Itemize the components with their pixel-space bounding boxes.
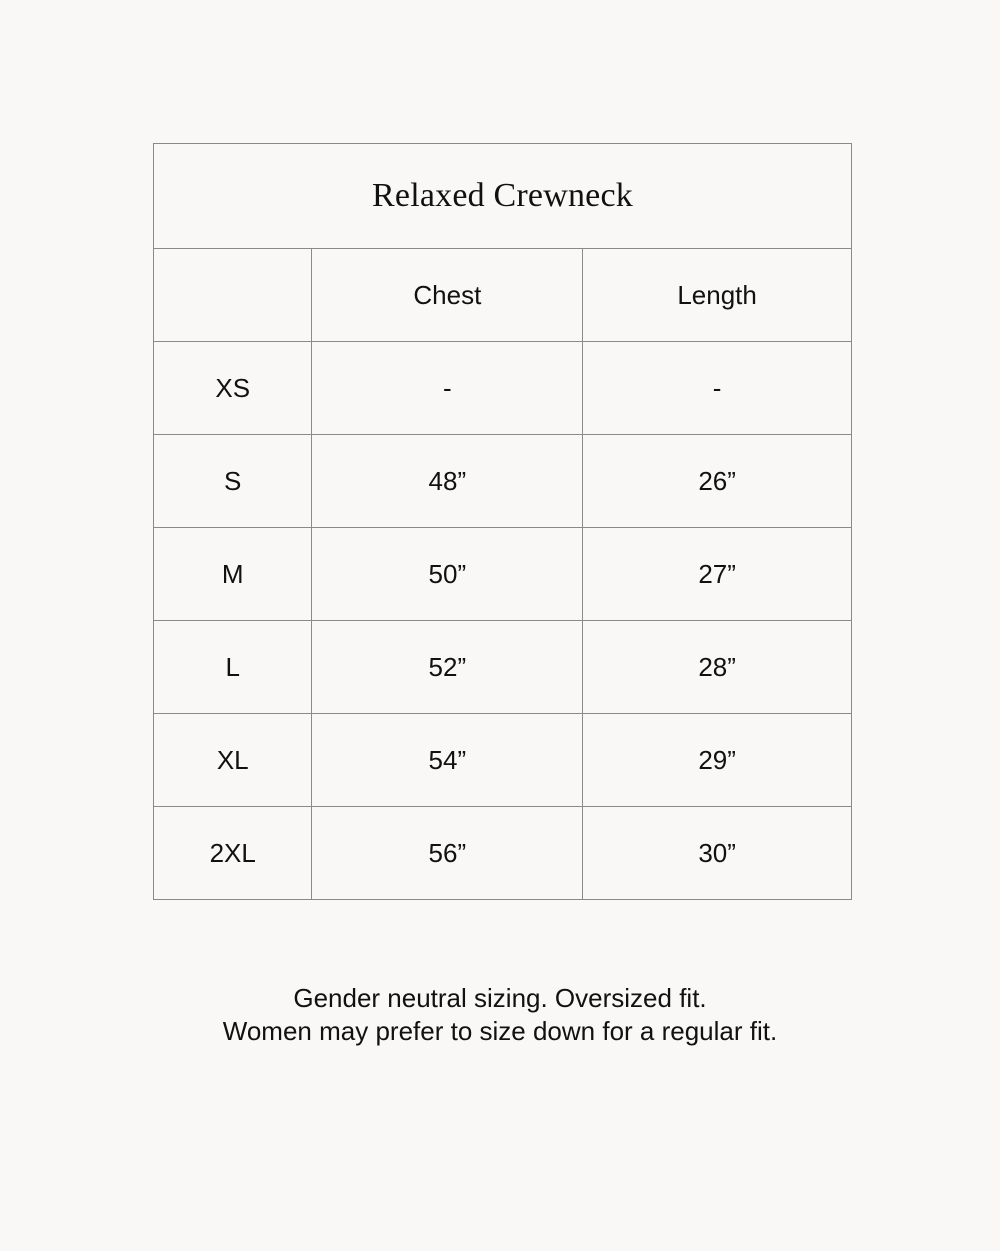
length-value: - <box>583 342 852 435</box>
length-value: 26” <box>583 435 852 528</box>
chest-value: 52” <box>312 621 583 714</box>
length-value: 30” <box>583 807 852 900</box>
chest-value: 56” <box>312 807 583 900</box>
table-row <box>154 807 852 900</box>
size-chart-table <box>153 143 852 900</box>
fit-note <box>0 982 1000 1048</box>
size-label: L <box>154 621 312 714</box>
size-label: S <box>154 435 312 528</box>
table-row <box>154 435 852 528</box>
header-size <box>154 249 312 342</box>
fit-note-line-1: Gender neutral sizing. Oversized fit. <box>293 983 707 1013</box>
table-row <box>154 714 852 807</box>
table-row <box>154 528 852 621</box>
header-length: Length <box>583 249 852 342</box>
fit-note-line-2: Women may prefer to size down for a regular fit. <box>222 1016 778 1046</box>
chest-value: 48” <box>312 435 583 528</box>
chest-value: 50” <box>312 528 583 621</box>
length-value: 28” <box>583 621 852 714</box>
size-label: XL <box>154 714 312 807</box>
size-label: 2XL <box>154 807 312 900</box>
size-label: M <box>154 528 312 621</box>
length-value: 29” <box>583 714 852 807</box>
table-row <box>154 621 852 714</box>
chest-value: 54” <box>312 714 583 807</box>
header-row <box>154 249 852 342</box>
title-row <box>154 144 852 249</box>
chest-value: - <box>312 342 583 435</box>
header-chest: Chest <box>312 249 583 342</box>
size-label: XS <box>154 342 312 435</box>
table-title: Relaxed Crewneck <box>154 144 852 249</box>
table-row <box>154 342 852 435</box>
length-value: 27” <box>583 528 852 621</box>
